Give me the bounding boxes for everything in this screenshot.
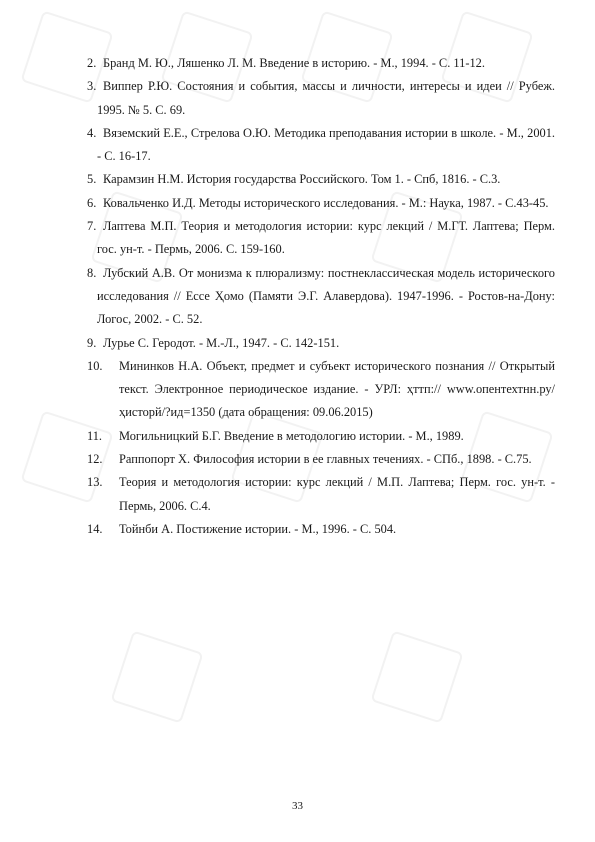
reference-list [87,52,555,541]
reference-text: Лаптева М.П. Теория и методология истории: курс лекций / М.ГТ. Лаптева; Перм. гос. ун-т. - Пермь, 2006. С. 159-160. [97,219,555,257]
reference-text: Лубский А.В. От монизма к плюрализму: постнеклассическая модель исторического исследования // Ессе Ҳомо (Памяти Э.Г. Алавердова). 1947-1996. - Ростов-на-Дону: Логос, 2002. - С. 52. [97,265,555,327]
reference-text: Мининков Н.А. Объект, предмет и субъект исторического познания // Открытый текст. Электронное периодическое издание. - УРЛ: ҳттп:// www.опентехтнн.ру/ҳисторй/?ид=1350 (дата обращения: 09.06.2015) [119,358,555,420]
reference-text: Бранд М. Ю., Ляшенко Л. М. Введение в историю. - М., 1994. - С. 11-12. [103,56,485,70]
reference-text: Карамзин Н.М. История государства Российского. Том 1. - Спб, 1816. - С.3. [103,172,501,187]
reference-number: 8. [87,265,97,280]
reference-number: 10. [87,358,103,373]
reference-text: Тойнби А. Постижение истории. - М., 1996. - С. 504. [119,521,397,536]
reference-item [87,215,555,262]
reference-text: Теория и методология истории: курс лекций / М.П. Лаптева; Перм. гос. ун-т. - Пермь, 2006. С.4. [119,475,555,513]
reference-number: 2. [87,56,97,70]
reference-text: Вяземский Е.Е., Стрелова О.Ю. Методика преподавания истории в школе. - М., 2001. - С. 16-17. [97,125,555,164]
reference-item [87,448,555,471]
reference-text: Лурье С. Геродот. - М.-Л., 1947. - С. 142-151. [103,335,340,350]
reference-item [87,192,555,215]
reference-item [87,518,555,541]
reference-item [87,262,555,332]
reference-item [87,471,555,518]
reference-text: Ковальченко И.Д. Методы исторического исследования. - М.: Наука, 1987. - С.43-45. [103,195,549,210]
reference-number: 9. [87,335,97,350]
reference-number: 3. [87,79,97,94]
reference-number: 14. [87,521,103,536]
reference-number: 4. [87,125,97,140]
reference-number: 11. [87,428,103,443]
reference-number: 7. [87,219,97,234]
reference-item [87,332,555,355]
reference-item [87,122,555,169]
reference-number: 13. [87,475,103,490]
reference-number: 5. [87,172,97,187]
reference-item [87,355,555,425]
reference-text: Раппопорт Х. Философия истории в ее главных течениях. - СПб., 1898. - С.75. [119,452,532,467]
reference-number: 6. [87,195,97,210]
reference-item [87,425,555,448]
reference-number: 12. [87,452,103,467]
page-number: 33 [292,800,303,812]
reference-text: Могильницкий Б.Г. Введение в методологию истории. - М., 1989. [119,428,464,443]
reference-text: Виппер Р.Ю. Состояния и события, массы и личности, интересы и идеи // Рубеж. 1995. № 5. С. 69. [97,79,555,117]
reference-item [87,168,555,191]
reference-item [87,52,555,75]
reference-item [87,75,555,122]
